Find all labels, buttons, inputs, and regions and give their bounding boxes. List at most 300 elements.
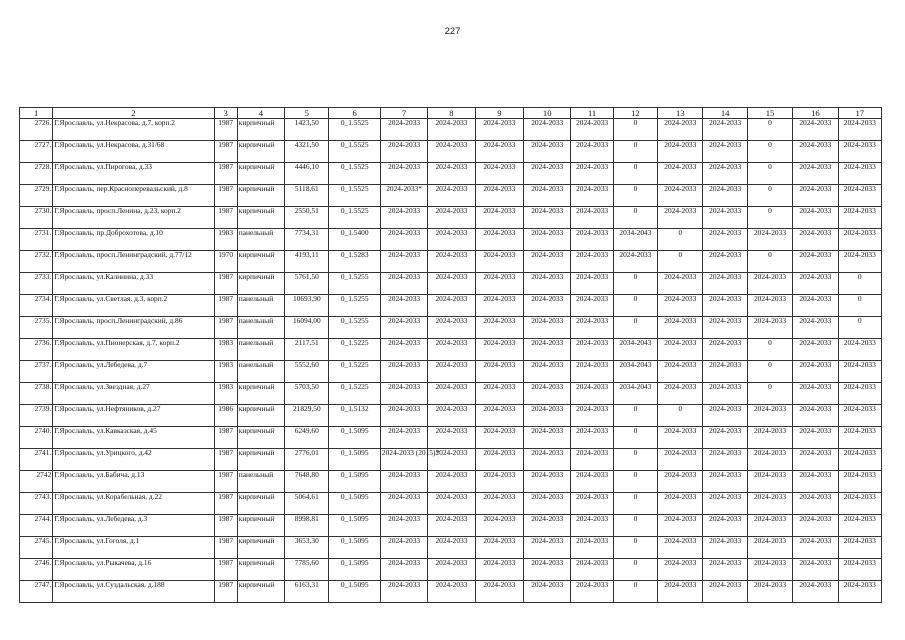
cell-col-13: 2024-2033 bbox=[658, 383, 703, 405]
cell-area: 2117,51 bbox=[285, 339, 329, 361]
cell-area: 7648,80 bbox=[285, 471, 329, 493]
cell-code: 0_1.5525 bbox=[329, 185, 380, 207]
cell-address: Г.Ярославль, ул.Кавказская, д.45 bbox=[53, 427, 214, 449]
cell-col-9: 2024-2033 bbox=[475, 471, 523, 493]
table-row bbox=[20, 207, 882, 229]
cell-col-9: 2024-2033 bbox=[475, 405, 523, 427]
cell-code: 0_1.5132 bbox=[329, 405, 380, 427]
cell-col-13: 0 bbox=[658, 405, 703, 427]
table-row bbox=[20, 515, 882, 537]
cell-col-10: 2024-2033 bbox=[524, 383, 571, 405]
column-number-header-row bbox=[20, 108, 882, 119]
cell-address: Г.Ярославль, ул.Лебедева, д.3 bbox=[53, 515, 214, 537]
cell-code: 0_1.5525 bbox=[329, 141, 380, 163]
cell-col-14: 2024-2033 bbox=[703, 295, 747, 317]
column-header-17: 17 bbox=[838, 108, 881, 119]
cell-year-built: 1987 bbox=[214, 471, 237, 493]
cell-col-9: 2024-2033 bbox=[475, 317, 523, 339]
cell-col-14: 2024-2033 bbox=[703, 207, 747, 229]
cell-row-number: 2744. bbox=[20, 515, 53, 537]
cell-col-11: 2024-2033 bbox=[571, 515, 613, 537]
cell-year-built: 1983 bbox=[214, 229, 237, 251]
cell-address: Г.Ярославль, ул.Лебедева, д.7 bbox=[53, 361, 214, 383]
cell-col-14: 2024-2033 bbox=[703, 471, 747, 493]
cell-address: Г.Ярославль, ул.Гоголя, д.1 bbox=[53, 537, 214, 559]
cell-col-16: 2024-2033 bbox=[793, 361, 838, 383]
cell-address: Г.Ярославль, ул.Нефтяников, д.27 bbox=[53, 405, 214, 427]
cell-col-17: 2024-2033 bbox=[838, 405, 881, 427]
cell-col-7: 2024-2033 bbox=[380, 537, 427, 559]
cell-col-16: 2024-2033 bbox=[793, 119, 838, 141]
cell-col-10: 2024-2033 bbox=[524, 537, 571, 559]
cell-col-9: 2024-2033 bbox=[475, 383, 523, 405]
column-header-9: 9 bbox=[475, 108, 523, 119]
cell-year-built: 1987 bbox=[214, 427, 237, 449]
cell-col-11: 2024-2033 bbox=[571, 119, 613, 141]
cell-code: 0_1.5095 bbox=[329, 515, 380, 537]
cell-col-13: 2024-2033 bbox=[658, 339, 703, 361]
cell-col-17: 2024-2033 bbox=[838, 559, 881, 581]
cell-year-built: 1987 bbox=[214, 449, 237, 471]
cell-col-15: 0 bbox=[747, 251, 792, 273]
cell-col-14: 2024-2033 bbox=[703, 273, 747, 295]
cell-col-11: 2024-2033 bbox=[571, 251, 613, 273]
cell-col-8: 2024-2033 bbox=[428, 207, 475, 229]
cell-col-8: 2024-2033 bbox=[428, 493, 475, 515]
cell-col-15: 0 bbox=[747, 339, 792, 361]
cell-col-11: 2024-2033 bbox=[571, 273, 613, 295]
cell-row-number: 2735. bbox=[20, 317, 53, 339]
cell-wall-material: кирпичный bbox=[237, 427, 284, 449]
cell-col-14: 2024-2033 bbox=[703, 559, 747, 581]
cell-col-12: 0 bbox=[613, 405, 657, 427]
cell-col-7: 2024-2033 bbox=[380, 383, 427, 405]
column-header-4: 4 bbox=[237, 108, 284, 119]
cell-col-8: 2024-2033 bbox=[428, 581, 475, 603]
cell-col-12: 0 bbox=[613, 427, 657, 449]
cell-col-13: 2024-2033 bbox=[658, 515, 703, 537]
cell-wall-material: кирпичный bbox=[237, 449, 284, 471]
cell-col-10: 2024-2033 bbox=[524, 185, 571, 207]
cell-col-15: 2024-2033 bbox=[747, 515, 792, 537]
cell-col-12: 0 bbox=[613, 295, 657, 317]
cell-wall-material: кирпичный bbox=[237, 383, 284, 405]
cell-col-13: 2024-2033 bbox=[658, 493, 703, 515]
cell-col-7: 2024-2033 bbox=[380, 295, 427, 317]
table-row bbox=[20, 185, 882, 207]
cell-row-number: 2741. bbox=[20, 449, 53, 471]
cell-col-15: 2024-2033 bbox=[747, 559, 792, 581]
cell-col-12: 0 bbox=[613, 449, 657, 471]
cell-year-built: 1970 bbox=[214, 251, 237, 273]
cell-area: 2776,01 bbox=[285, 449, 329, 471]
cell-code: 0_1.5225 bbox=[329, 383, 380, 405]
cell-col-8: 2024-2033 bbox=[428, 427, 475, 449]
cell-col-17: 2024-2033 bbox=[838, 427, 881, 449]
cell-col-17: 2024-2033 bbox=[838, 339, 881, 361]
cell-wall-material: панельный bbox=[237, 361, 284, 383]
cell-area: 6163,31 bbox=[285, 581, 329, 603]
cell-col-11: 2024-2033 bbox=[571, 317, 613, 339]
column-header-13: 13 bbox=[658, 108, 703, 119]
cell-col-17: 2024-2033 bbox=[838, 185, 881, 207]
cell-address: Г.Ярославль, ул.Пионерская, д.7, корп.2 bbox=[53, 339, 214, 361]
cell-col-9: 2024-2033 bbox=[475, 515, 523, 537]
cell-col-13: 2024-2033 bbox=[658, 141, 703, 163]
cell-wall-material: кирпичный bbox=[237, 515, 284, 537]
table-row bbox=[20, 559, 882, 581]
cell-col-16: 2024-2033 bbox=[793, 581, 838, 603]
cell-address: Г.Ярославль, просп.Ленина, д.23, корп.2 bbox=[53, 207, 214, 229]
column-header-11: 11 bbox=[571, 108, 613, 119]
cell-col-8: 2024-2033 bbox=[428, 273, 475, 295]
cell-col-16: 2024-2033 bbox=[793, 471, 838, 493]
cell-col-15: 0 bbox=[747, 119, 792, 141]
cell-wall-material: кирпичный bbox=[237, 559, 284, 581]
cell-col-15: 2024-2033 bbox=[747, 537, 792, 559]
cell-year-built: 1987 bbox=[214, 273, 237, 295]
cell-col-11: 2024-2033 bbox=[571, 405, 613, 427]
cell-col-12: 0 bbox=[613, 515, 657, 537]
table-row bbox=[20, 163, 882, 185]
cell-col-11: 2024-2033 bbox=[571, 383, 613, 405]
cell-wall-material: панельный bbox=[237, 229, 284, 251]
column-header-2: 2 bbox=[53, 108, 214, 119]
cell-col-9: 2024-2033 bbox=[475, 361, 523, 383]
cell-wall-material: панельный bbox=[237, 471, 284, 493]
cell-col-14: 2024-2033 bbox=[703, 493, 747, 515]
cell-area: 5118,61 bbox=[285, 185, 329, 207]
cell-wall-material: панельный bbox=[237, 317, 284, 339]
cell-col-12: 0 bbox=[613, 141, 657, 163]
cell-col-7: 2024-2033 bbox=[380, 229, 427, 251]
cell-col-13: 2024-2033 bbox=[658, 163, 703, 185]
cell-area: 6249,60 bbox=[285, 427, 329, 449]
cell-col-12: 0 bbox=[613, 163, 657, 185]
cell-col-8: 2024-2033 bbox=[428, 383, 475, 405]
cell-col-11: 2024-2033 bbox=[571, 471, 613, 493]
cell-row-number: 2736. bbox=[20, 339, 53, 361]
table-row bbox=[20, 273, 882, 295]
cell-row-number: 2737. bbox=[20, 361, 53, 383]
cell-col-16: 2024-2033 bbox=[793, 515, 838, 537]
cell-col-10: 2024-2033 bbox=[524, 427, 571, 449]
cell-col-16: 2024-2033 bbox=[793, 559, 838, 581]
cell-wall-material: кирпичный bbox=[237, 251, 284, 273]
column-header-15: 15 bbox=[747, 108, 792, 119]
cell-col-10: 2024-2033 bbox=[524, 207, 571, 229]
cell-col-10: 2024-2033 bbox=[524, 273, 571, 295]
cell-col-16: 2024-2033 bbox=[793, 449, 838, 471]
cell-col-13: 2024-2033 bbox=[658, 537, 703, 559]
cell-wall-material: кирпичный bbox=[237, 273, 284, 295]
cell-code: 0_1.5095 bbox=[329, 427, 380, 449]
cell-col-16: 2024-2033 bbox=[793, 383, 838, 405]
cell-row-number: 2743. bbox=[20, 493, 53, 515]
cell-col-7: 2024-2033 bbox=[380, 581, 427, 603]
cell-year-built: 1987 bbox=[214, 185, 237, 207]
cell-col-11: 2024-2033 bbox=[571, 537, 613, 559]
cell-wall-material: кирпичный bbox=[237, 163, 284, 185]
cell-col-10: 2024-2033 bbox=[524, 141, 571, 163]
cell-code: 0_1.5400 bbox=[329, 229, 380, 251]
cell-address: Г.Ярославль, ул.Некрасова, д.7, корп.2 bbox=[53, 119, 214, 141]
cell-col-17: 2024-2033 bbox=[838, 515, 881, 537]
cell-year-built: 1987 bbox=[214, 559, 237, 581]
cell-address: Г.Ярославль, просп.Ленинградский, д.86 bbox=[53, 317, 214, 339]
column-header-8: 8 bbox=[428, 108, 475, 119]
cell-col-10: 2024-2033 bbox=[524, 229, 571, 251]
cell-col-15: 2024-2033 bbox=[747, 229, 792, 251]
cell-address: Г.Ярославль, ул.Светлая, д.3, корп.2 bbox=[53, 295, 214, 317]
cell-col-12: 2024-2033 bbox=[613, 251, 657, 273]
cell-code: 0_1.5255 bbox=[329, 295, 380, 317]
cell-col-13: 2024-2033 bbox=[658, 119, 703, 141]
cell-wall-material: кирпичный bbox=[237, 141, 284, 163]
cell-col-17: 0 bbox=[838, 317, 881, 339]
cell-col-10: 2024-2033 bbox=[524, 163, 571, 185]
cell-col-11: 2024-2033 bbox=[571, 339, 613, 361]
cell-year-built: 1986 bbox=[214, 405, 237, 427]
column-header-3: 3 bbox=[214, 108, 237, 119]
cell-address: Г.Ярославль, просп.Ленинградский, д.77/12 bbox=[53, 251, 214, 273]
cell-col-7: 2024-2033 bbox=[380, 251, 427, 273]
cell-area: 5761,50 bbox=[285, 273, 329, 295]
cell-col-15: 0 bbox=[747, 185, 792, 207]
cell-area: 4321,50 bbox=[285, 141, 329, 163]
cell-col-13: 2024-2033 bbox=[658, 185, 703, 207]
table-row bbox=[20, 581, 882, 603]
cell-col-15: 2024-2033 bbox=[747, 427, 792, 449]
cell-code: 0_1.5095 bbox=[329, 537, 380, 559]
cell-col-8: 2024-2033 bbox=[428, 163, 475, 185]
cell-address: Г.Ярославль, пр.Доброхотова, д.10 bbox=[53, 229, 214, 251]
cell-col-15: 2024-2033 bbox=[747, 471, 792, 493]
cell-area: 4193,11 bbox=[285, 251, 329, 273]
cell-col-8: 2024-2033 bbox=[428, 119, 475, 141]
cell-col-9: 2024-2033 bbox=[475, 163, 523, 185]
cell-col-15: 2024-2033 bbox=[747, 581, 792, 603]
cell-col-7: 2024-2033 bbox=[380, 317, 427, 339]
cell-col-16: 2024-2033 bbox=[793, 141, 838, 163]
cell-col-15: 0 bbox=[747, 141, 792, 163]
cell-col-16: 2024-2033 bbox=[793, 405, 838, 427]
column-header-7: 7 bbox=[380, 108, 427, 119]
column-header-5: 5 bbox=[285, 108, 329, 119]
cell-code: 0_1.5095 bbox=[329, 449, 380, 471]
cell-col-17: 2024-2033 bbox=[838, 493, 881, 515]
cell-col-7: 2024-2033 bbox=[380, 361, 427, 383]
cell-col-12: 0 bbox=[613, 581, 657, 603]
cell-col-8: 2024-2033 bbox=[428, 251, 475, 273]
cell-code: 0_1.5095 bbox=[329, 471, 380, 493]
cell-row-number: 2745. bbox=[20, 537, 53, 559]
cell-col-16: 2024-2033 bbox=[793, 251, 838, 273]
cell-col-14: 2024-2033 bbox=[703, 251, 747, 273]
cell-address: Г.Ярославль, ул.Урицкого, д.42 bbox=[53, 449, 214, 471]
cell-col-12: 0 bbox=[613, 559, 657, 581]
cell-code: 0_1.5095 bbox=[329, 581, 380, 603]
table-row bbox=[20, 339, 882, 361]
cell-col-14: 2024-2033 bbox=[703, 537, 747, 559]
cell-col-14: 2024-2033 bbox=[703, 581, 747, 603]
column-header-12: 12 bbox=[613, 108, 657, 119]
cell-row-number: 2739. bbox=[20, 405, 53, 427]
cell-row-number: 2733. bbox=[20, 273, 53, 295]
cell-address: Г.Ярославль, ул.Некрасова, д.31/68 bbox=[53, 141, 214, 163]
cell-year-built: 1983 bbox=[214, 383, 237, 405]
cell-col-9: 2024-2033 bbox=[475, 141, 523, 163]
cell-col-15: 2024-2033 bbox=[747, 493, 792, 515]
table-row bbox=[20, 229, 882, 251]
cell-col-12: 2034-2043 bbox=[613, 229, 657, 251]
cell-col-9: 2024-2033 bbox=[475, 273, 523, 295]
cell-row-number: 2727. bbox=[20, 141, 53, 163]
cell-col-15: 2024-2033 bbox=[747, 295, 792, 317]
cell-year-built: 1987 bbox=[214, 581, 237, 603]
cell-code: 0_1.5095 bbox=[329, 493, 380, 515]
cell-col-7: 2024-2033 bbox=[380, 405, 427, 427]
cell-col-8: 2024-2033 bbox=[428, 339, 475, 361]
cell-col-8: 2024-2033 bbox=[428, 471, 475, 493]
cell-area: 2550,51 bbox=[285, 207, 329, 229]
cell-col-16: 2024-2033 bbox=[793, 163, 838, 185]
cell-col-12: 2034-2043 bbox=[613, 361, 657, 383]
cell-row-number: 2731. bbox=[20, 229, 53, 251]
cell-col-16: 2024-2033 bbox=[793, 295, 838, 317]
cell-year-built: 1987 bbox=[214, 163, 237, 185]
cell-col-8: 2024-2033 bbox=[428, 449, 475, 471]
cell-col-7: 2024-2033 bbox=[380, 119, 427, 141]
cell-col-13: 2024-2033 bbox=[658, 449, 703, 471]
cell-area: 21829,50 bbox=[285, 405, 329, 427]
cell-col-9: 2024-2033 bbox=[475, 449, 523, 471]
cell-col-13: 2024-2033 bbox=[658, 273, 703, 295]
cell-row-number: 2730. bbox=[20, 207, 53, 229]
cell-col-17: 2024-2033 bbox=[838, 141, 881, 163]
cell-wall-material: кирпичный bbox=[237, 581, 284, 603]
cell-year-built: 1987 bbox=[214, 207, 237, 229]
cell-col-10: 2024-2033 bbox=[524, 361, 571, 383]
cell-col-7: 2024-2033 bbox=[380, 515, 427, 537]
cell-col-14: 2024-2033 bbox=[703, 229, 747, 251]
table-row bbox=[20, 361, 882, 383]
cell-col-10: 2024-2033 bbox=[524, 251, 571, 273]
table-row bbox=[20, 141, 882, 163]
cell-col-15: 2024-2033 bbox=[747, 317, 792, 339]
cell-col-8: 2024-2033 bbox=[428, 295, 475, 317]
cell-col-15: 0 bbox=[747, 163, 792, 185]
cell-address: Г.Ярославль, ул.Бабича, д.13 bbox=[53, 471, 214, 493]
cell-col-17: 2024-2033 bbox=[838, 383, 881, 405]
cell-col-12: 0 bbox=[613, 537, 657, 559]
cell-col-9: 2024-2033 bbox=[475, 185, 523, 207]
cell-col-7: 2024-2033 (2015)* bbox=[380, 449, 427, 471]
cell-area: 4446,10 bbox=[285, 163, 329, 185]
cell-code: 0_1.5255 bbox=[329, 317, 380, 339]
cell-col-13: 2024-2033 bbox=[658, 427, 703, 449]
cell-col-11: 2024-2033 bbox=[571, 449, 613, 471]
cell-col-11: 2024-2033 bbox=[571, 141, 613, 163]
cell-col-14: 2024-2033 bbox=[703, 449, 747, 471]
cell-year-built: 1987 bbox=[214, 317, 237, 339]
cell-col-14: 2024-2033 bbox=[703, 339, 747, 361]
cell-col-12: 2034-2043 bbox=[613, 339, 657, 361]
cell-code: 0_1.5525 bbox=[329, 207, 380, 229]
cell-col-17: 0 bbox=[838, 273, 881, 295]
cell-col-17: 2024-2033 bbox=[838, 449, 881, 471]
cell-col-11: 2024-2033 bbox=[571, 581, 613, 603]
cell-col-12: 0 bbox=[613, 471, 657, 493]
cell-row-number: 2728. bbox=[20, 163, 53, 185]
housing-repair-schedule-table bbox=[19, 107, 882, 603]
table-row bbox=[20, 449, 882, 471]
cell-col-10: 2024-2033 bbox=[524, 515, 571, 537]
cell-area: 7734,31 bbox=[285, 229, 329, 251]
cell-wall-material: панельный bbox=[237, 339, 284, 361]
cell-col-12: 2034-2043 bbox=[613, 383, 657, 405]
cell-col-10: 2024-2033 bbox=[524, 493, 571, 515]
cell-code: 0_1.5225 bbox=[329, 339, 380, 361]
cell-col-17: 2024-2033 bbox=[838, 229, 881, 251]
cell-col-10: 2024-2033 bbox=[524, 295, 571, 317]
cell-area: 5064,61 bbox=[285, 493, 329, 515]
cell-col-14: 2024-2033 bbox=[703, 383, 747, 405]
cell-col-16: 2024-2033 bbox=[793, 493, 838, 515]
cell-col-14: 2024-2033 bbox=[703, 185, 747, 207]
cell-address: Г.Ярославль, ул.Суздальская, д.188 bbox=[53, 581, 214, 603]
cell-area: 10693,90 bbox=[285, 295, 329, 317]
cell-code: 0_1.5525 bbox=[329, 119, 380, 141]
cell-code: 0_1.5225 bbox=[329, 361, 380, 383]
cell-code: 0_1.5255 bbox=[329, 273, 380, 295]
cell-col-16: 2024-2033 bbox=[793, 207, 838, 229]
cell-col-13: 2024-2033 bbox=[658, 317, 703, 339]
cell-col-7: 2024-2033 bbox=[380, 207, 427, 229]
cell-wall-material: кирпичный bbox=[237, 185, 284, 207]
cell-col-13: 2024-2033 bbox=[658, 361, 703, 383]
cell-col-10: 2024-2033 bbox=[524, 119, 571, 141]
cell-wall-material: кирпичный bbox=[237, 119, 284, 141]
cell-col-13: 0 bbox=[658, 251, 703, 273]
cell-col-17: 2024-2033 bbox=[838, 537, 881, 559]
cell-col-15: 0 bbox=[747, 207, 792, 229]
cell-col-13: 2024-2033 bbox=[658, 559, 703, 581]
cell-row-number: 2742 bbox=[20, 471, 53, 493]
column-header-14: 14 bbox=[703, 108, 747, 119]
cell-year-built: 1987 bbox=[214, 493, 237, 515]
cell-year-built: 1987 bbox=[214, 119, 237, 141]
cell-col-9: 2024-2033 bbox=[475, 339, 523, 361]
cell-col-8: 2024-2033 bbox=[428, 537, 475, 559]
cell-code: 0_1.5283 bbox=[329, 251, 380, 273]
cell-col-10: 2024-2033 bbox=[524, 317, 571, 339]
cell-col-14: 2024-2033 bbox=[703, 119, 747, 141]
table-row bbox=[20, 383, 882, 405]
cell-area: 8998,81 bbox=[285, 515, 329, 537]
cell-row-number: 2732. bbox=[20, 251, 53, 273]
cell-code: 0_1.5095 bbox=[329, 559, 380, 581]
cell-col-17: 2024-2033 bbox=[838, 361, 881, 383]
cell-col-13: 2024-2033 bbox=[658, 295, 703, 317]
cell-col-14: 2024-2033 bbox=[703, 427, 747, 449]
cell-col-13: 0 bbox=[658, 229, 703, 251]
cell-col-17: 2024-2033 bbox=[838, 119, 881, 141]
cell-col-17: 2024-2033 bbox=[838, 581, 881, 603]
cell-col-7: 2024-2033 bbox=[380, 559, 427, 581]
cell-address: Г.Ярославль, ул.Калинина, д.33 bbox=[53, 273, 214, 295]
cell-col-8: 2024-2033 bbox=[428, 185, 475, 207]
